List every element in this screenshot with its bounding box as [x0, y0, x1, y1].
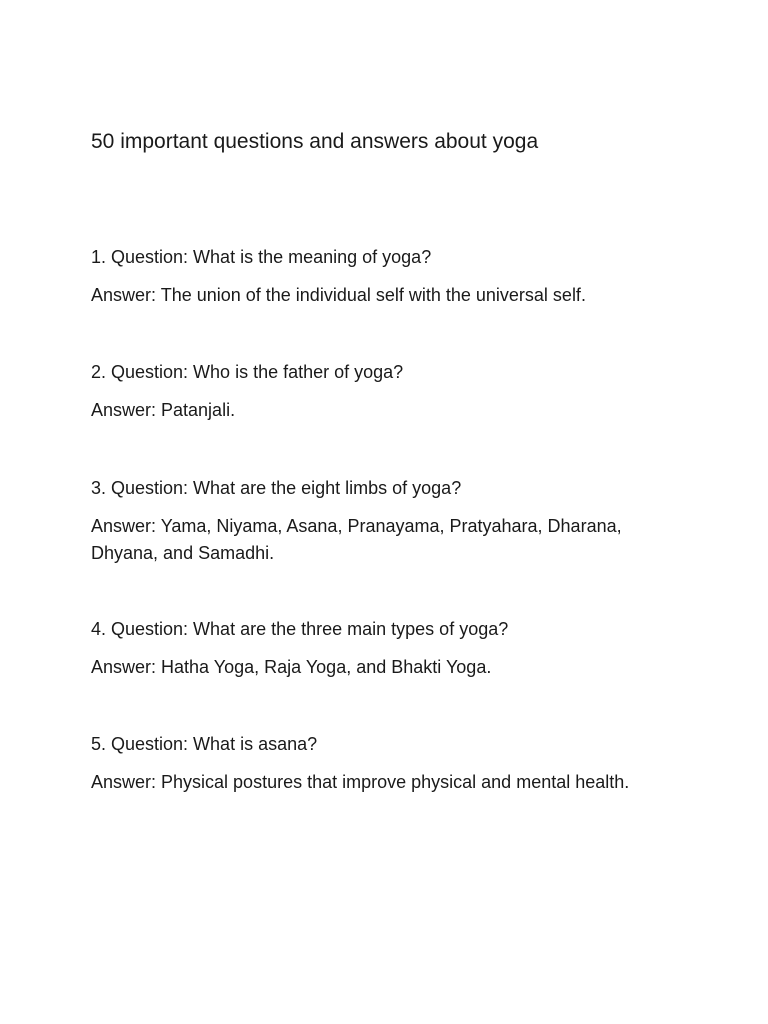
question-text: 3. Question: What are the eight limbs of yoga? [91, 478, 462, 498]
document-title: 50 important questions and answers about yoga [91, 130, 539, 153]
question-text: 2. Question: Who is the father of yoga? [91, 362, 404, 382]
qa-item [91, 616, 691, 681]
answer-text: Answer: The union of the individual self with the universal self. [91, 285, 586, 305]
qa-item [91, 731, 691, 796]
answer-text: Answer: Yama, Niyama, Asana, Pranayama, Pratyahara, Dharana, Dhyana, and Samadhi. [91, 516, 622, 563]
question-text: 5. Question: What is asana? [91, 734, 318, 754]
qa-item [91, 359, 691, 424]
answer-text: Answer: Patanjali. [91, 400, 236, 420]
answer-text: Answer: Hatha Yoga, Raja Yoga, and Bhakti Yoga. [91, 657, 492, 677]
question-text: 4. Question: What are the three main types of yoga? [91, 619, 509, 639]
question-text: 1. Question: What is the meaning of yoga? [91, 247, 432, 267]
qa-item [91, 475, 691, 567]
qa-item [91, 244, 691, 309]
answer-text: Answer: Physical postures that improve physical and mental health. [91, 772, 630, 792]
